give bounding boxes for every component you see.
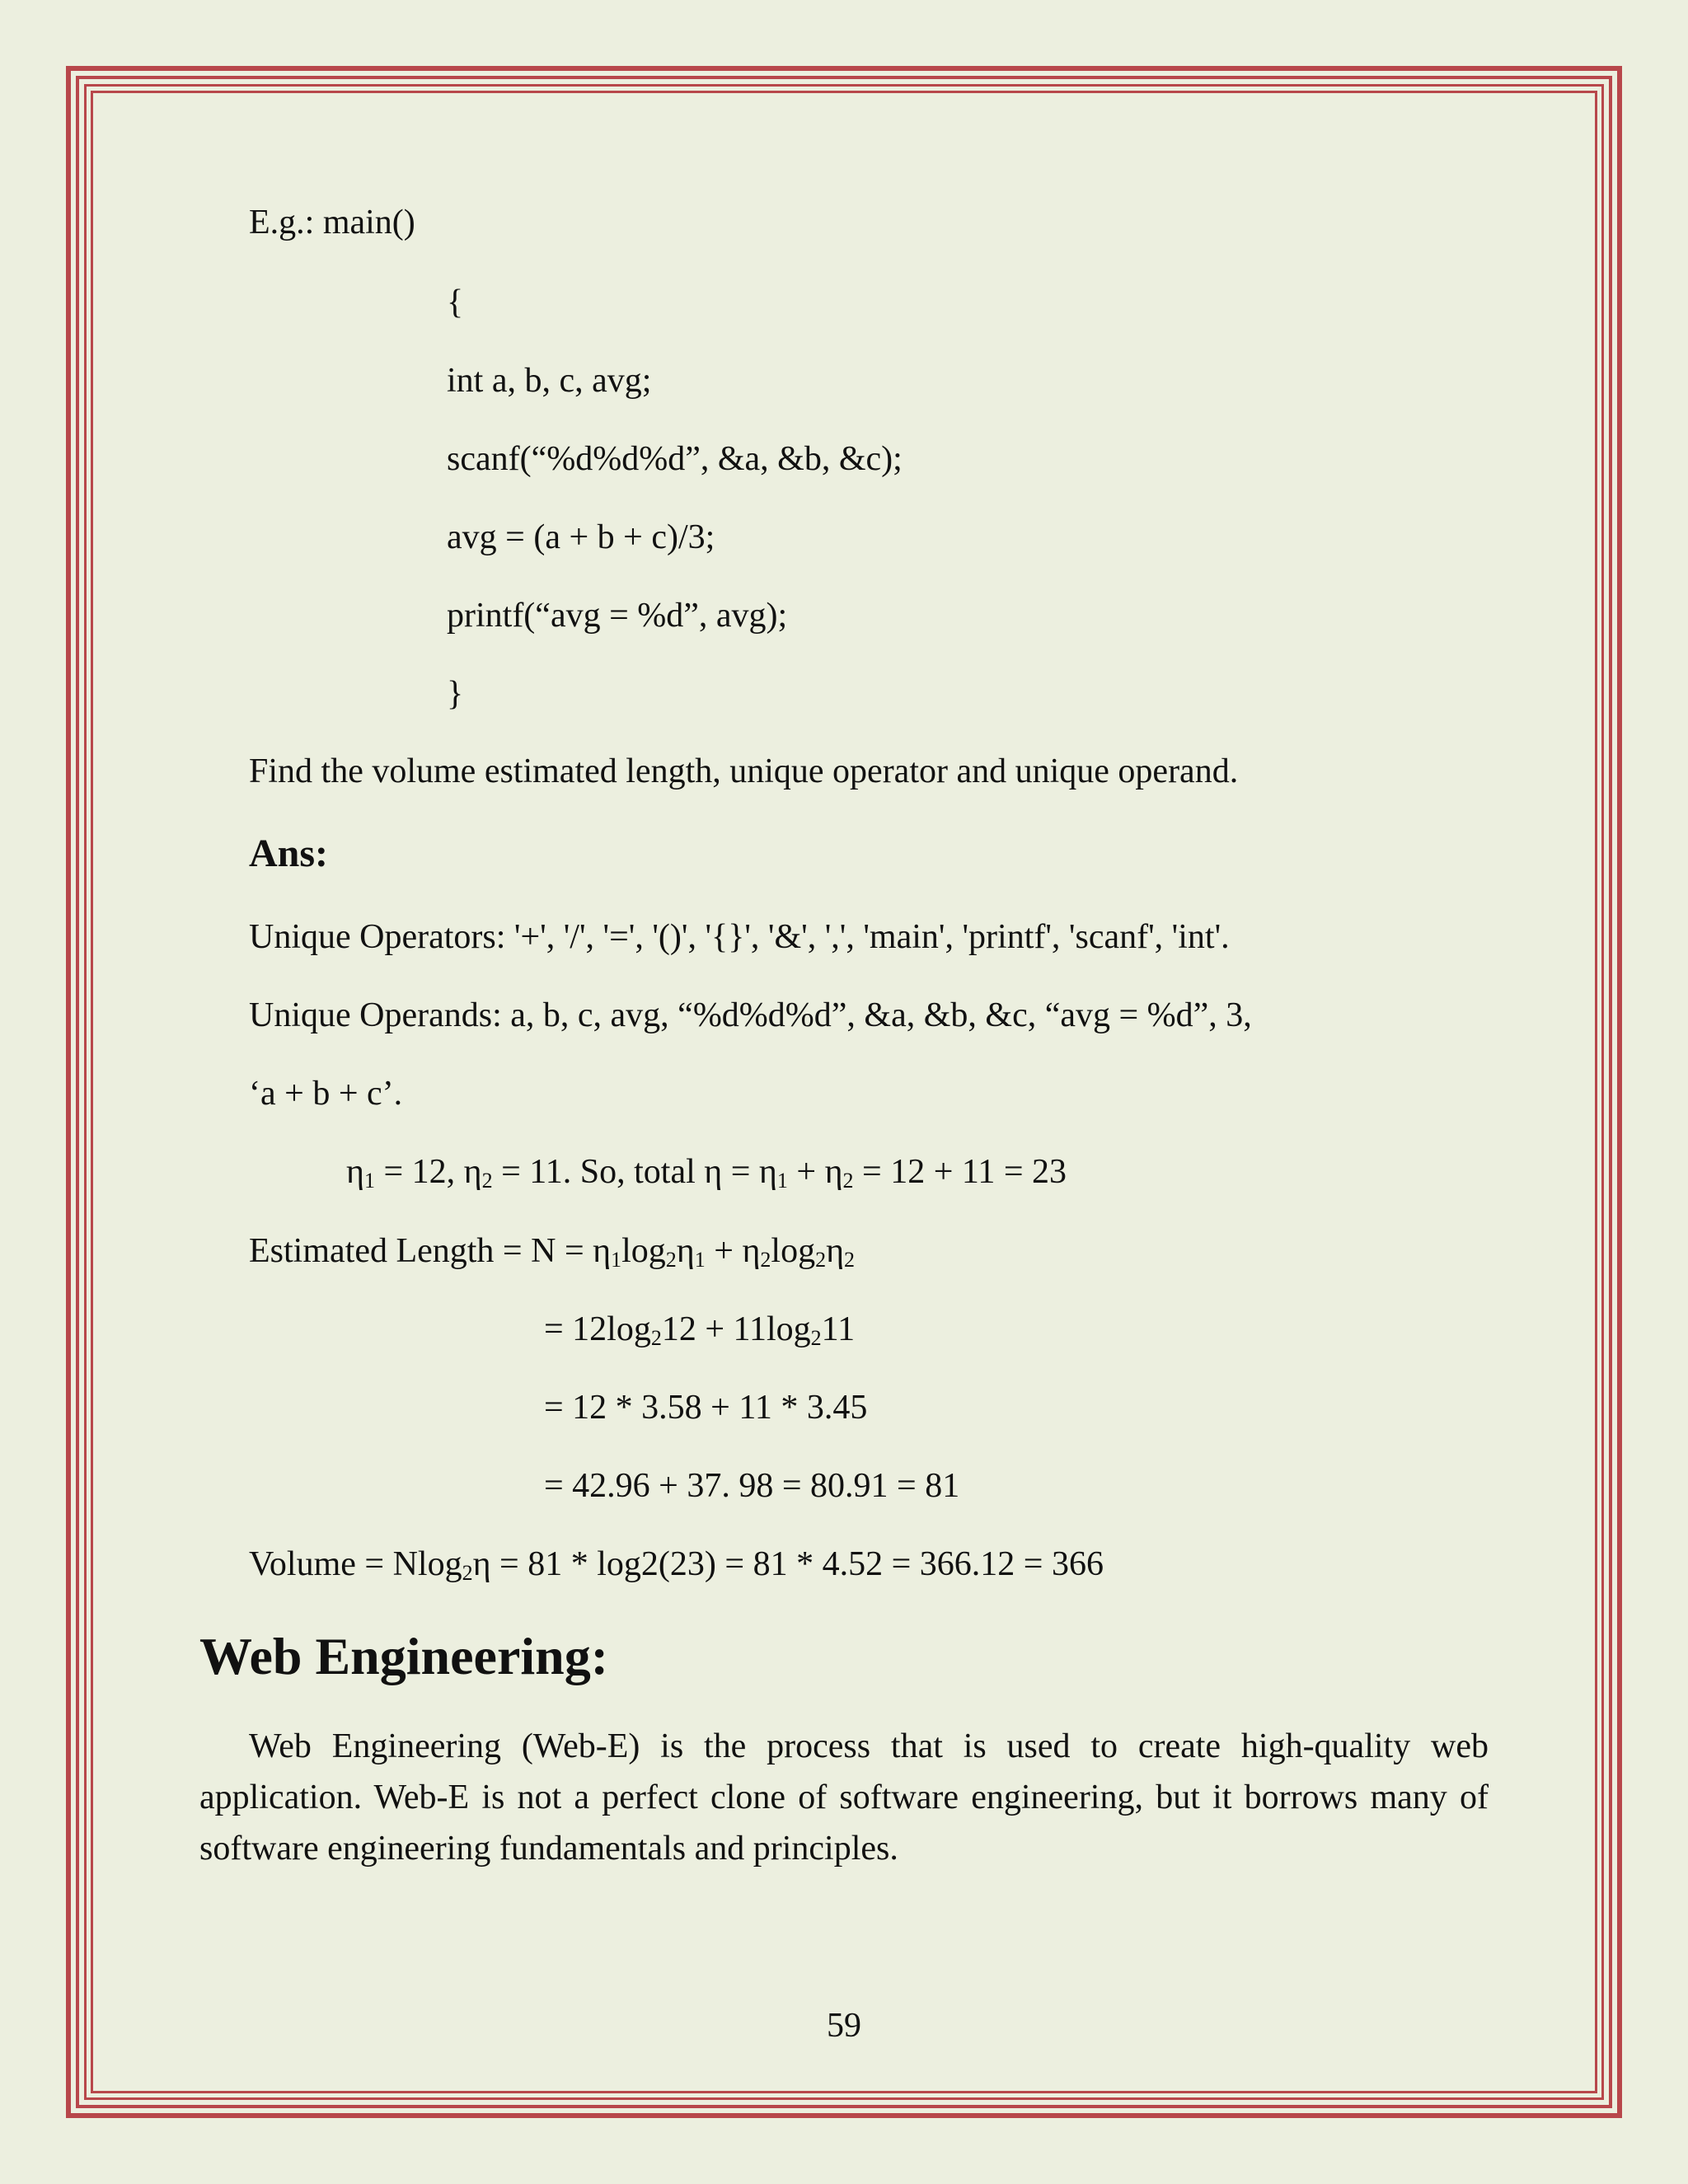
code-line-close-brace: } [447,675,464,713]
section-heading: Web Engineering: [199,1627,609,1685]
estimated-length-step-1: = $12\log_212 + 11\log_211$ [544,1310,856,1350]
question-text: Find the volume estimated length, unique operator and unique operand. [249,752,1239,790]
code-line-avg: avg = (a + b + c)/3; [447,518,715,556]
answer-label: Ans: [249,832,329,875]
section-paragraph: Web Engineering (Web-E) is the process that is used to create high-quality web application. Web-E is not a perfect clone of software engineering, but it borrows many of software engineering fundamentals and principles. [199,1727,1489,1868]
code-line-printf: printf(“avg = %d”, avg); [447,597,788,635]
code-intro: E.g.: main() [249,204,415,241]
estimated-length-step-2: = 12 * 3.58 + 11 * 3.45 [544,1389,868,1427]
unique-operands-line-1: Unique Operands: a, b, c, avg, “%d%d%d”, &a, &b, &c, “avg = %d”, 3, [249,996,1252,1034]
unique-operands-line-2: ‘a + b + c’. [249,1075,403,1113]
eta-counts: $\eta_1 = 12$, $\eta_2 = 11$. So, total $\eta = \eta_1 + \eta_2 = 12 + 11 = 23$ [346,1153,1067,1193]
estimated-length-formula: Estimated Length = $N = \eta_1\log_2\eta_1 + \eta_2\log_2\eta_2$ [249,1232,856,1272]
estimated-length-step-3: = 42.96 + 37. 98 = 80.91 = 81 [544,1467,960,1505]
code-line-declaration: int a, b, c, avg; [447,362,652,400]
unique-operators: Unique Operators: '+', '/', '=', '()', '{}', '&', ',', 'main', 'printf', 'scanf', 'int'. [249,918,1230,956]
page-number: 59 [827,2007,861,2045]
volume-formula: Volume = Nlog$_2$η = 81 * log2(23) = 81 * 4.52 = 366.12 = 366 [249,1545,1104,1585]
code-line-scanf: scanf(“%d%d%d”, &a, &b, &c); [447,440,903,478]
code-line-open-brace: { [447,284,464,321]
